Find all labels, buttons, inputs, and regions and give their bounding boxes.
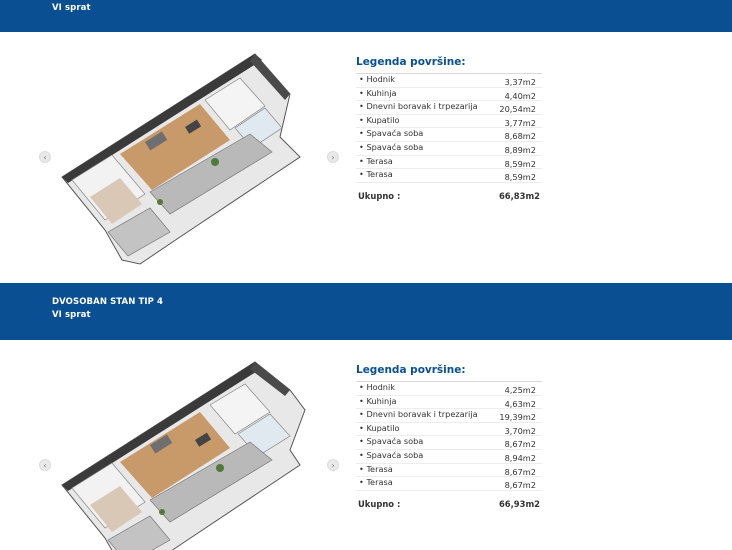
carousel-prev-button[interactable]: ‹ xyxy=(39,151,51,163)
total-value: 66,83m2 xyxy=(498,190,540,201)
carousel-next-button[interactable]: › xyxy=(327,151,339,163)
floor-plan-image xyxy=(50,350,330,550)
legend-title: Legenda površine: xyxy=(356,364,466,376)
total-label: Ukupno : xyxy=(358,498,401,509)
room-row: • Kupatilo 3,70m2 xyxy=(356,423,542,437)
unit-title: DVOSOBAN STAN TIP 4 xyxy=(52,297,164,307)
room-row: • Terasa 8,59m2 xyxy=(356,156,542,170)
floor-label: VI sprat xyxy=(52,310,91,320)
room-row: • Hodnik 4,25m2 xyxy=(356,382,542,396)
room-row: • Terasa 8,67m2 xyxy=(356,464,542,478)
room-row: • Kuhinja 4,63m2 xyxy=(356,396,542,410)
unit-section-1 xyxy=(0,32,732,283)
total-row xyxy=(356,499,542,513)
floor-label: VI sprat xyxy=(52,3,91,13)
room-row: • Spavaća soba 8,68m2 xyxy=(356,128,542,142)
room-row: • Spavaća soba 8,67m2 xyxy=(356,436,542,450)
unit-section-2 xyxy=(0,340,732,550)
room-row: • Dnevni boravak i trpezarija 19,39m2 xyxy=(356,409,542,423)
room-list xyxy=(356,73,542,183)
room-row: • Hodnik 3,37m2 xyxy=(356,74,542,88)
carousel-next-button[interactable]: › xyxy=(327,459,339,471)
unit-header-2 xyxy=(0,283,732,340)
total-value: 66,93m2 xyxy=(498,498,540,509)
total-row xyxy=(356,191,542,205)
carousel-prev-button[interactable]: ‹ xyxy=(39,459,51,471)
room-list xyxy=(356,381,542,491)
room-row: • Kupatilo 3,77m2 xyxy=(356,115,542,129)
room-row: • Spavaća soba 8,94m2 xyxy=(356,450,542,464)
floor-plan-image xyxy=(50,42,330,274)
room-row: • Kuhinja 4,40m2 xyxy=(356,88,542,102)
room-row: • Terasa 8,59m2 xyxy=(356,169,542,183)
room-row: • Terasa 8,67m2 xyxy=(356,477,542,491)
legend-title: Legenda površine: xyxy=(356,56,466,68)
room-row: • Dnevni boravak i trpezarija 20,54m2 xyxy=(356,101,542,115)
room-row: • Spavaća soba 8,89m2 xyxy=(356,142,542,156)
area-legend xyxy=(356,364,542,513)
area-legend xyxy=(356,56,542,205)
unit-header-1 xyxy=(0,0,732,32)
total-label: Ukupno : xyxy=(358,190,401,201)
